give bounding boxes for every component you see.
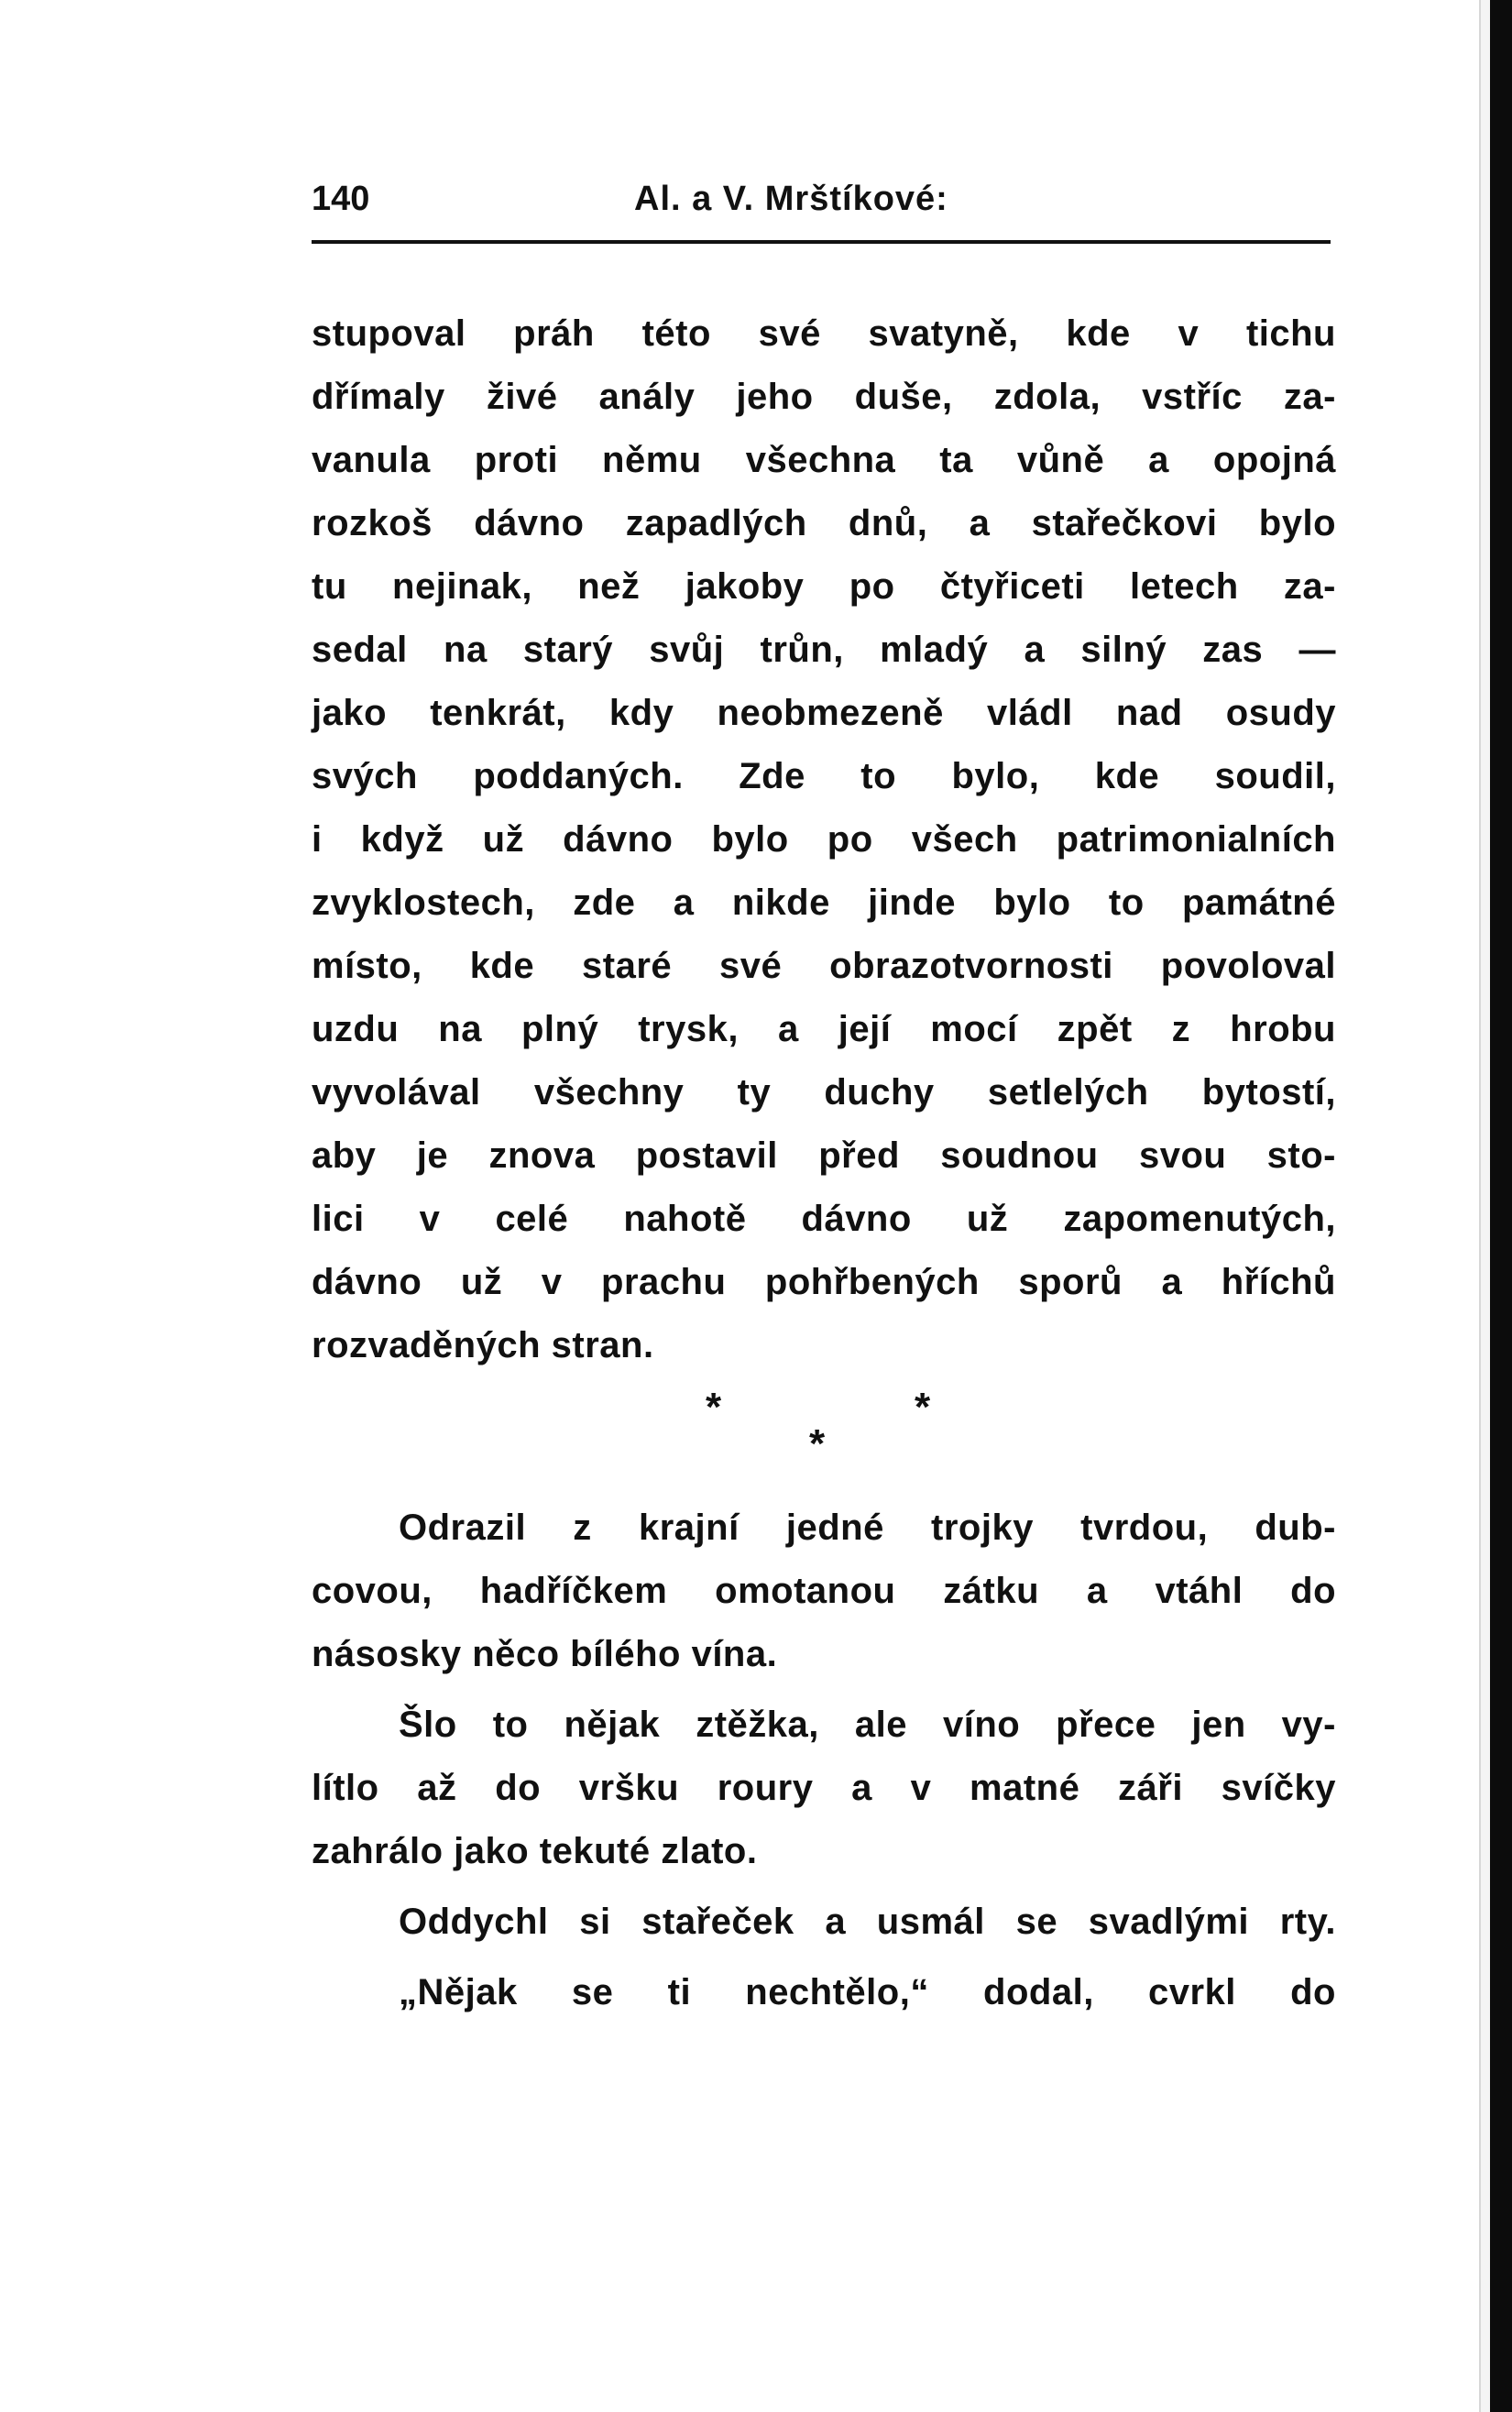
text-line: tu nejinak, než jakoby po čtyřiceti letech za- [312, 566, 1336, 607]
running-title: Al. a V. Mrštíkové: [634, 180, 948, 218]
text-line: Šlo to nějak ztěžka, ale víno přece jen vy- [399, 1705, 1336, 1745]
paragraph-1 [312, 302, 1336, 1377]
body-text [312, 302, 1336, 2024]
asterisk: * [809, 1421, 826, 1466]
text-line: rozkoš dávno zapadlých dnů, a stařečkovi bylo [312, 503, 1336, 543]
paragraph-5 [312, 1961, 1336, 2024]
header-rule [312, 240, 1331, 244]
text-line: „Nějak se ti nechtělo,“ dodal, cvrkl do [399, 1972, 1336, 2012]
asterisk: * [706, 1385, 722, 1430]
paragraph-2 [312, 1497, 1336, 1686]
paragraph-3 [312, 1694, 1336, 1883]
section-break-asterism [312, 1377, 1336, 1497]
page-number: 140 [312, 180, 370, 218]
text-line: rozvaděných stran. [312, 1325, 654, 1365]
text-line: stupoval práh této své svatyně, kde v tichu [312, 313, 1336, 354]
text-line: svých poddaných. Zde to bylo, kde soudil, [312, 756, 1336, 796]
text-line: dřímaly živé anály jeho duše, zdola, vstříc za- [312, 377, 1336, 417]
running-head [312, 180, 1338, 235]
text-line: zvyklostech, zde a nikde jinde bylo to památné [312, 883, 1336, 923]
text-line: násosky něco bílého vína. [312, 1634, 778, 1674]
paragraph-4 [312, 1891, 1336, 1954]
text-line: Odrazil z krajní jedné trojky tvrdou, dub- [399, 1508, 1336, 1548]
text-line: vyvolával všechny ty duchy setlelých bytostí, [312, 1072, 1336, 1113]
text-line: i když už dávno bylo po všech patrimonialních [312, 819, 1336, 860]
page-gutter [1479, 0, 1490, 2412]
text-line: lítlo až do vršku roury a v matné záři svíčky [312, 1768, 1336, 1808]
page-edge [1490, 0, 1512, 2412]
text-line: lici v celé nahotě dávno už zapomenutých, [312, 1199, 1336, 1239]
text-line: dávno už v prachu pohřbených sporů a hříchů [312, 1262, 1336, 1302]
text-line: místo, kde staré své obrazotvornosti povoloval [312, 946, 1336, 986]
text-line: aby je znova postavil před soudnou svou sto- [312, 1135, 1336, 1176]
text-line: Oddychl si stařeček a usmál se svadlými rty. [399, 1902, 1336, 1942]
text-line: covou, hadříčkem omotanou zátku a vtáhl do [312, 1571, 1336, 1611]
text-line: jako tenkrát, kdy neobmezeně vládl nad osudy [312, 693, 1336, 733]
text-line: zahrálo jako tekuté zlato. [312, 1831, 758, 1871]
text-line: vanula proti němu všechna ta vůně a opojná [312, 440, 1336, 480]
asterisk: * [915, 1385, 931, 1430]
text-line: sedal na starý svůj trůn, mladý a silný zas — [312, 630, 1336, 670]
text-line: uzdu na plný trysk, a její mocí zpět z hrobu [312, 1009, 1336, 1049]
